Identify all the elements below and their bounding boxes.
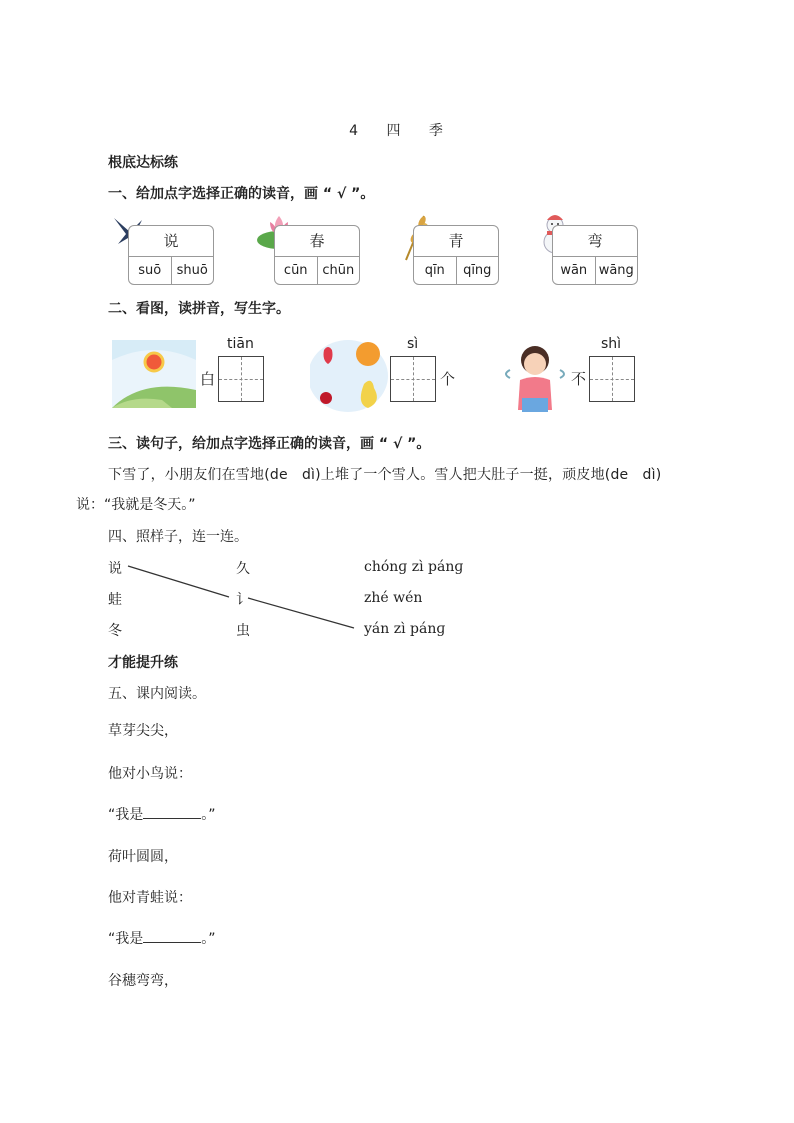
pinyin-option[interactable]: wān xyxy=(560,263,588,278)
q5-line: 谷穗弯弯， xyxy=(108,973,178,989)
connect-line xyxy=(128,566,229,597)
q5-line: 他对青蛙说： xyxy=(108,890,192,906)
q4-right-1[interactable]: chónɡ zì pánɡ xyxy=(364,559,464,575)
fill-blank[interactable] xyxy=(143,928,201,943)
fill-blank[interactable] xyxy=(143,804,201,819)
pinyin-option[interactable]: suō xyxy=(138,263,162,278)
q5-line: 他对小鸟说： xyxy=(108,766,192,782)
q2-heading: 二、看图，读拼音，写生字。 xyxy=(108,301,290,317)
q4-mid-2[interactable]: 讠 xyxy=(236,592,250,608)
q1-item-3: 青 qīn qīng xyxy=(413,225,499,285)
q4-right-3[interactable]: yán zì pánɡ xyxy=(364,621,446,637)
q4-heading: 四、照样子，连一连。 xyxy=(108,529,248,545)
q2-prefix-3: 不 xyxy=(571,370,587,388)
q2-pinyin-3: shì xyxy=(601,336,622,352)
q5-line: 草芽尖尖， xyxy=(108,723,178,739)
q2-suffix-2: 个 xyxy=(440,370,456,388)
q5-heading: 五、课内阅读。 xyxy=(108,686,206,702)
q1-item-4: 弯 wān wāng xyxy=(552,225,638,285)
q4-left-2[interactable]: 蛙 xyxy=(108,592,122,608)
connect-line xyxy=(248,598,354,628)
q1-item-2: 春 cūn chūn xyxy=(274,225,360,285)
q3-heading: 三、读句子，给加点字选择正确的读音，画 “ √ ”。 xyxy=(108,436,431,452)
page-title: 4 四 季 xyxy=(349,123,445,139)
q1-item-1: 说 suō shuō xyxy=(128,225,214,285)
q2-pinyin-2: sì xyxy=(407,336,419,352)
q3-line-1: 下雪了，小朋友们在雪地(de dì)上堆了一个雪人。雪人把大肚子一挺，顽皮地(de dì) xyxy=(108,467,662,483)
q2-pinyin-1: tiān xyxy=(227,336,254,352)
q4-left-1[interactable]: 说 xyxy=(108,561,122,577)
pinyin-option[interactable]: qīng xyxy=(456,257,499,285)
pinyin-option[interactable]: shuō xyxy=(171,257,214,285)
section-basic: 根底达标练 xyxy=(108,155,178,171)
q4-mid-3[interactable]: 虫 xyxy=(236,623,250,639)
q2-prefix-1: 白 xyxy=(200,370,216,388)
q4-right-2[interactable]: zhé wén xyxy=(364,590,423,606)
pinyin-option[interactable]: wāng xyxy=(595,257,638,285)
q3-line-2: 说：“我就是冬天。” xyxy=(76,497,196,513)
pinyin-option[interactable]: cūn xyxy=(283,263,308,278)
q1-heading: 一、给加点字选择正确的读音，画 “ √ ”。 xyxy=(108,186,375,202)
q4-mid-1[interactable]: 久 xyxy=(236,561,250,577)
q5-blank-line-2: “我是 。” xyxy=(108,928,216,948)
pinyin-option[interactable]: chūn xyxy=(317,257,360,285)
pinyin-option[interactable]: qīn xyxy=(424,263,445,278)
q5-line: 荷叶圆圆， xyxy=(108,849,178,865)
q4-left-3[interactable]: 冬 xyxy=(108,623,122,639)
section-advanced: 才能提升练 xyxy=(108,655,178,671)
q5-blank-line-1: “我是 。” xyxy=(108,804,216,824)
